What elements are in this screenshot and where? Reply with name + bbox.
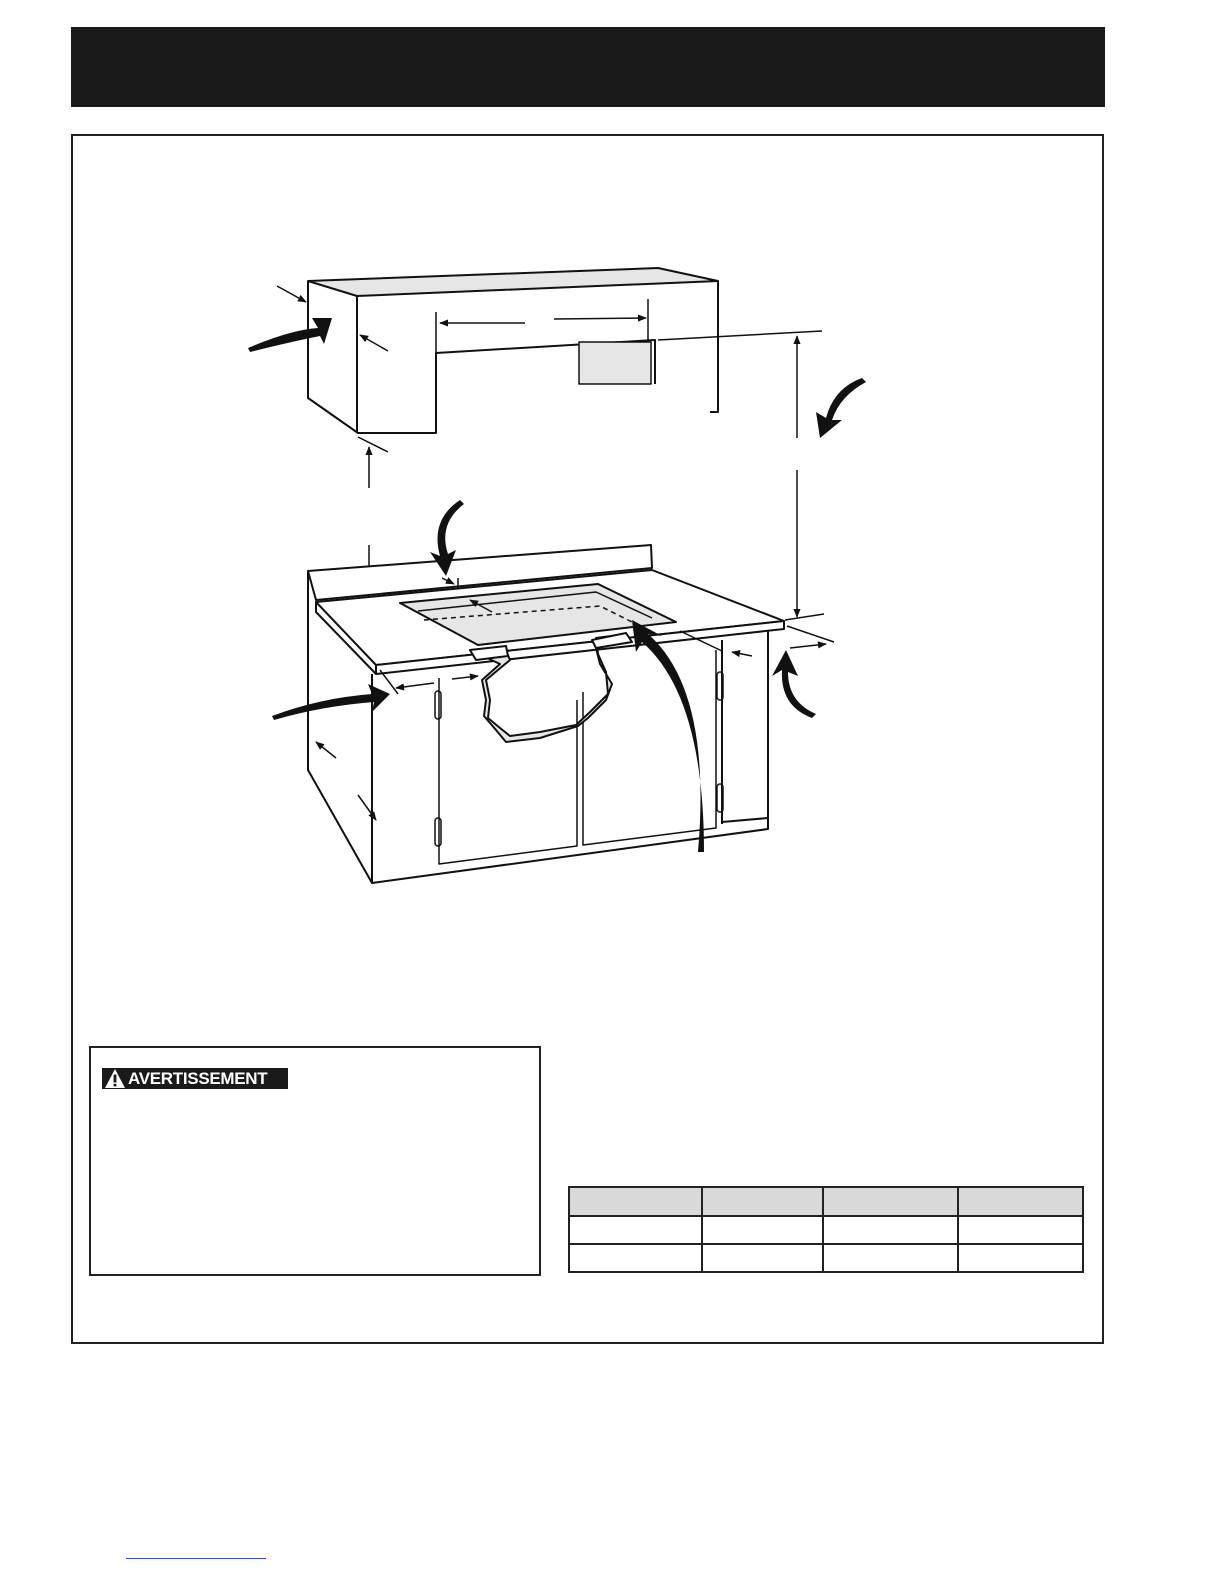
table-cell xyxy=(702,1216,823,1244)
hood-height-dimension xyxy=(658,331,824,620)
table-cell xyxy=(823,1216,958,1244)
table-cell xyxy=(569,1216,702,1244)
table-cell xyxy=(569,1244,702,1272)
upper-width-dimension xyxy=(440,318,646,323)
warning-box xyxy=(89,1046,541,1276)
table-header-cell xyxy=(958,1187,1083,1216)
warning-label xyxy=(102,1068,288,1089)
table-header-cell xyxy=(702,1187,823,1216)
warning-label-text: AVERTISSEMENT xyxy=(128,1069,268,1088)
table-header-row xyxy=(569,1187,1083,1216)
warning-triangle-icon xyxy=(104,1068,126,1089)
upper-cabinet-top xyxy=(308,268,718,296)
table-header-cell xyxy=(823,1187,958,1216)
table-row xyxy=(569,1216,1083,1244)
table-cell xyxy=(702,1244,823,1272)
table-cell xyxy=(958,1244,1083,1272)
table-header-cell xyxy=(569,1187,702,1216)
upper-depth-dimension xyxy=(277,286,388,452)
table-cell xyxy=(958,1216,1083,1244)
hood-vent-panel xyxy=(579,342,651,384)
spec-table xyxy=(568,1186,1084,1273)
upper-cabinet xyxy=(308,268,718,433)
table-cell xyxy=(823,1244,958,1272)
footer-link-underline[interactable] xyxy=(126,1558,266,1559)
table-row xyxy=(569,1244,1083,1272)
